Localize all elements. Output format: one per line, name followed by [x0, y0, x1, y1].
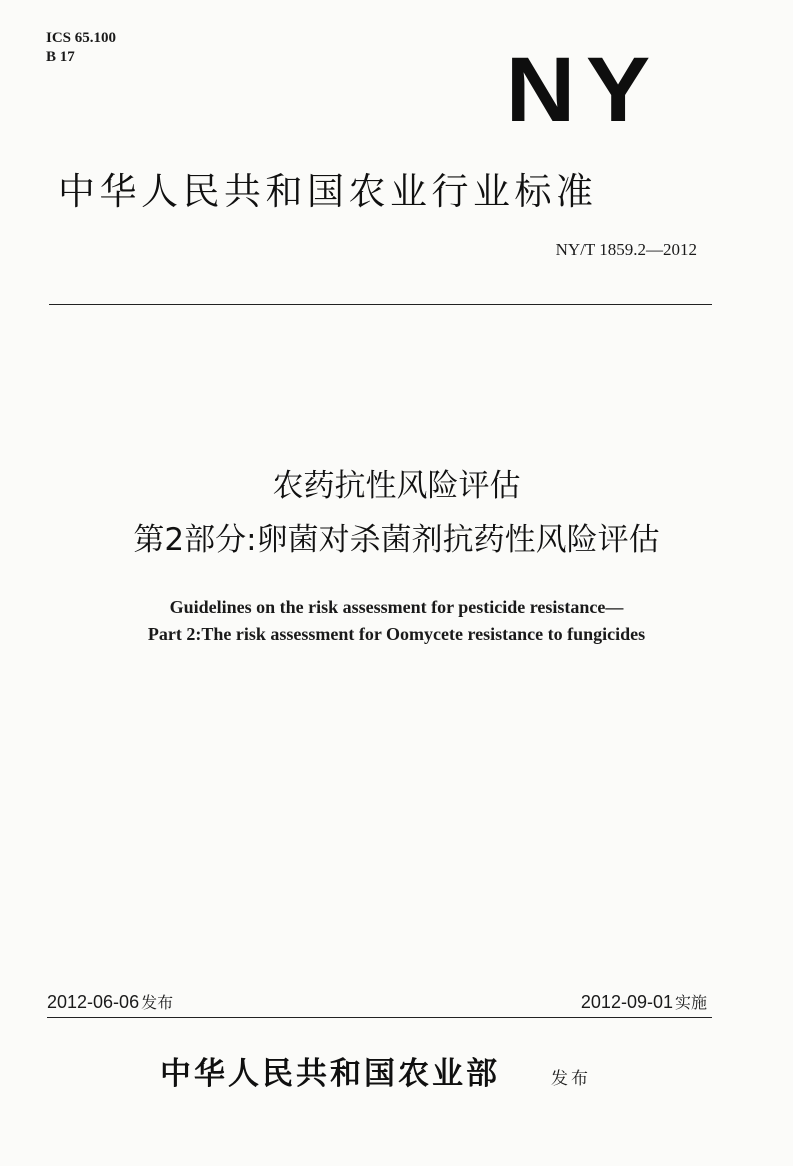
ics-code: ICS 65.100	[46, 30, 117, 46]
ccs-code: B 17	[46, 49, 75, 65]
issuer-label: 发布	[551, 1069, 591, 1089]
issue-date: 2012-06-06	[47, 992, 140, 1012]
implement-date-block	[581, 991, 707, 1014]
title-en-line2: Part 2:The risk assessment for Oomycete resistance to fungicides	[147, 624, 646, 644]
implement-date: 2012-09-01	[580, 992, 673, 1012]
issuer-name: 中华人民共和国农业部	[160, 1056, 500, 1092]
issue-label: 发布	[141, 993, 174, 1012]
top-divider	[49, 304, 712, 305]
standard-number: NY/T 1859.2—2012	[555, 240, 697, 259]
implement-label: 实施	[674, 993, 707, 1012]
title-cn-line1: 农药抗性风险评估	[272, 468, 521, 504]
title-cn-line2: 第2部分:卵菌对杀菌剂抗药性风险评估	[133, 522, 660, 558]
org-title: 中华人民共和国农业行业标准	[58, 170, 598, 213]
title-en-line1: Guidelines on the risk assessment for pesticide resistance—	[169, 597, 624, 617]
ny-logo: NY	[505, 39, 661, 141]
issue-date-block	[47, 991, 173, 1014]
bottom-divider	[47, 1017, 712, 1018]
